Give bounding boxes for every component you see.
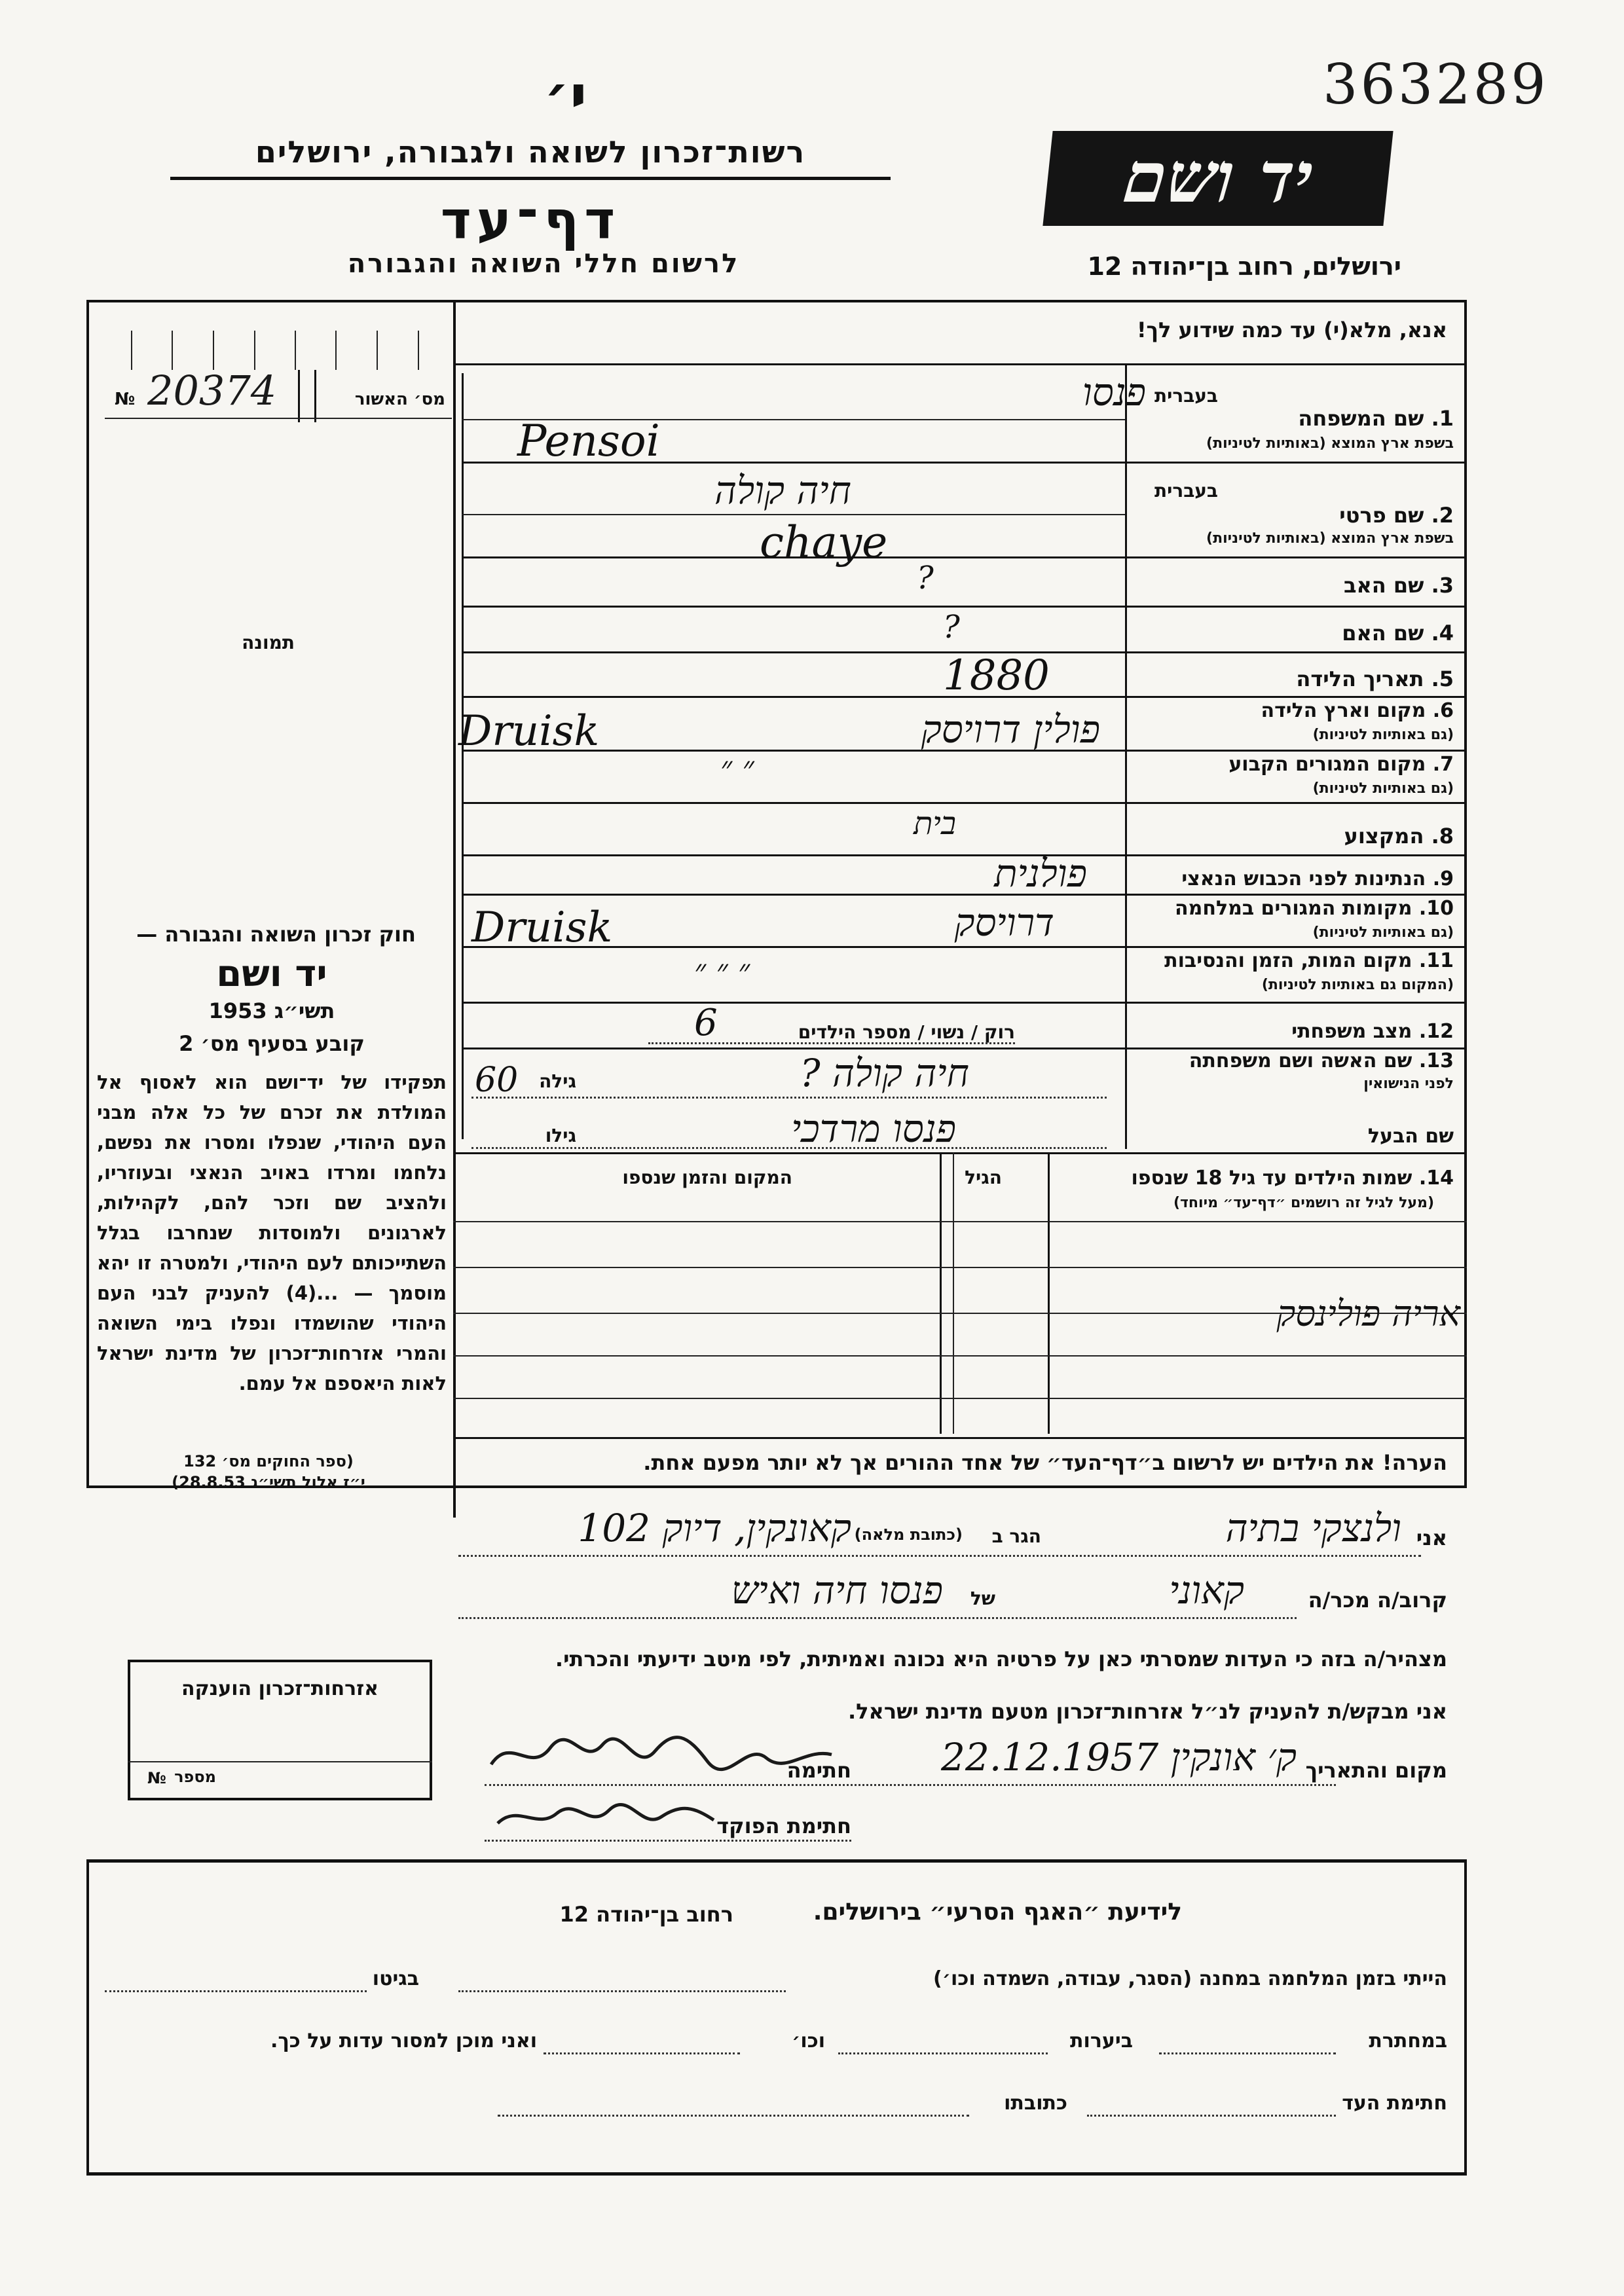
decl-i-label: אני [1416, 1525, 1447, 1550]
decl-line-4 [485, 1840, 851, 1842]
decl-address-hint: (כתובת מלאה) [854, 1525, 963, 1544]
f1-hebrew-value: פנסו [1082, 370, 1146, 414]
f2-latin-tag: בשפת ארץ המוצא (באותיות לטיניות) [1206, 530, 1454, 547]
footer-address: רחוב בן־יהודה 12 [559, 1902, 733, 1927]
f14-col-1 [1048, 1152, 1050, 1434]
approval-no-label: № [115, 390, 136, 409]
tick-2 [172, 331, 173, 370]
f14-col-2 [940, 1152, 942, 1434]
f12-dots [648, 1042, 1015, 1044]
f13-label: 13. שם האשה ושם משפחתה [1189, 1049, 1454, 1072]
husband-dots [471, 1147, 1107, 1149]
f5-label: 5. תאריך הלידה [1296, 666, 1454, 691]
decl-declare-text: מצהיר/ה בזה כי העדות שמסרתי כאן על פרטיה היא נכונה ואמיתית, לפי מיטב ידיעתי והכרתי. [555, 1647, 1447, 1671]
footer-dots-1 [458, 1990, 786, 1992]
decl-signature-label: חתימה [786, 1758, 851, 1783]
f12-options: רוק / נשוי / מספר הילדים [798, 1021, 1015, 1043]
f3-label: 3. שם האב [1343, 573, 1454, 598]
f4-label: 4. שם האם [1342, 621, 1454, 646]
f1-label: 1. שם המשפחה [1298, 406, 1454, 431]
decl-place-date-label: מקום והתאריך [1305, 1758, 1447, 1783]
citizenship-no-label: № [147, 1769, 166, 1787]
form-subtitle: לרשום חללי השואה והגבורה [347, 249, 740, 279]
footer-title: לידיעת ״האגף הסרעי״ בירושלים. [813, 1899, 1182, 1925]
f1-hebrew-tag: בעברית [1154, 385, 1218, 407]
husband-label: שם הבעל [1367, 1125, 1454, 1148]
tick-5 [295, 331, 296, 370]
f7-value: ״ ״ [720, 750, 754, 786]
intro-text: אנא, מלא(י) עד כמה שידוע לך! [1136, 318, 1447, 342]
citizenship-line [128, 1761, 432, 1762]
footer-line2-d: ואני מוכן למסור עדות על כך. [270, 2030, 537, 2052]
footer-right-border [1464, 1859, 1467, 2174]
left-column-border [453, 300, 456, 1518]
f14-divider [453, 1437, 1467, 1439]
decl-line-1 [458, 1555, 1421, 1557]
f7-sub: (גם באותיות לטיניות) [1312, 780, 1454, 797]
note-text: הערה! את הילדים יש לרשום ב״דף־העד״ של אחד ההורים אך לא יותר מפעם אחת. [643, 1450, 1447, 1475]
logo-text: יד ושם [1119, 136, 1317, 218]
f10-hebrew-value: דרויסק [954, 900, 1054, 945]
f14-row-5 [453, 1398, 1467, 1399]
law-ref-2: י״ז אלול תשי״ג 28.8.53) [172, 1473, 365, 1491]
husband-age-label: גילו [545, 1125, 576, 1146]
f5-divider [462, 696, 1467, 698]
intro-divider [455, 363, 1467, 365]
decl-name-value: ולנצקי בתיה [1225, 1506, 1401, 1550]
footer-dots-3 [1159, 2052, 1336, 2054]
f11-sub: (המקום גם באותיות לטיניות) [1261, 977, 1454, 993]
decl-of-label: של [970, 1588, 995, 1609]
f1-latin-tag: בשפת ארץ המוצא (באותיות לטיניות) [1206, 435, 1454, 452]
f1-divider-a [462, 419, 1125, 420]
decl-request-text: אני מבקש/ת להעניק לנ״ל אזרחות־זכרון מטעם מדינת ישראל. [848, 1699, 1447, 1724]
footer-line2-b: ביערות [1070, 2030, 1133, 2052]
f10-label: 10. מקומות המגורים במלחמה [1175, 897, 1454, 920]
f2-latin-value: chaye [760, 517, 888, 568]
authority-title: רשות־זכרון לשואה ולגבורה, ירושלים [255, 134, 806, 170]
tick-4 [254, 331, 255, 370]
decl-officer-signature [491, 1797, 720, 1836]
decl-of-value: פנסו חיה ואיש [731, 1568, 943, 1613]
footer-line2-a: במחתרת [1369, 2030, 1447, 2052]
law-body: תפקידו של יד־ושם הוא לאסוף אל המולדת את זכרם של כל אלה מבני העם היהודי, שנפלו ומסרו את נפשם, נלחמו ומרדו באויב הנאצי ובעוזריו, ולהציב שם וזכר להם, לקהילות, לארגונים ולמוסדות שנחרבו בגלל השתייכותם לעם היהודי, ולמטרה זו יהא מוסמך — ...(4) להעניק לבני העם היהודי שהושמדו ונפלו בימי השואה והמרי אזרחות־זכרון של מדינת ישראל לאות היאספם אל עמם. [97, 1071, 447, 1394]
form-title: דף־עד [440, 190, 621, 251]
f2-label: 2. שם פרטי [1339, 503, 1454, 528]
decl-line-2 [458, 1617, 1297, 1619]
footer-line1-a: הייתי בזמן המלחמה במחנה (הסגר, עבודה, השמדה וכו׳) [933, 1967, 1447, 1990]
law-year: תשי״ג 1953 [208, 998, 335, 1023]
value-column-border [462, 373, 464, 1139]
f2-hebrew-tag: בעברית [1154, 480, 1218, 501]
decl-line-3 [485, 1784, 1336, 1786]
law-title-2: יד ושם [216, 953, 327, 995]
law-ref-1: (ספר החוקים מס׳ 132 [183, 1452, 354, 1470]
footer-dots-5 [544, 2052, 740, 2054]
f9-label: 9. הנתינות לפני הכבוש הנאצי [1181, 867, 1454, 890]
law-title-1: חוק זכרון השואה והגבורה — [136, 922, 416, 947]
decl-relation-label: קרוב/ה מכר/ה [1308, 1588, 1447, 1613]
f2-divider-a [462, 514, 1125, 515]
citizenship-number-label: מספר [174, 1768, 216, 1786]
f4-value: ? [943, 609, 960, 646]
footer-left-border [86, 1859, 89, 2174]
f11-label: 11. מקום המות, הזמן והנסיבות [1164, 949, 1454, 972]
f12-label: 12. מצב משפחתי [1291, 1020, 1454, 1043]
footer-dots-7 [498, 2115, 969, 2117]
f13-sub: לפני הנישואין [1363, 1076, 1454, 1092]
top-mark: י׳ [544, 62, 587, 131]
header-address: ירושלים, רחוב בן־יהודה 12 [1087, 252, 1401, 281]
authority-underline [170, 177, 891, 180]
f14-sub: (מעל לגיל זה רושמים ״דף־עד״ מיוחד) [1173, 1195, 1434, 1211]
husband-value: פנסו מרדכי [791, 1106, 956, 1151]
tick-7 [377, 331, 378, 370]
archive-number: 363289 [1323, 52, 1549, 117]
f13-age-value: 60 [475, 1061, 519, 1100]
tick-8 [418, 331, 419, 370]
yad-vashem-logo [1043, 131, 1393, 226]
footer-line3-b: כתובתו [1004, 2092, 1067, 2115]
decl-signature-mark [485, 1728, 838, 1781]
label-column-border [1125, 363, 1127, 1149]
f14-row-4 [453, 1355, 1467, 1357]
tick-6 [335, 331, 337, 370]
f3-value: ? [917, 560, 934, 596]
f10-sub: (גם באותיות לטיניות) [1312, 924, 1454, 941]
f6-latin-value: Druisk [458, 707, 600, 756]
footer-dots-4 [838, 2052, 1048, 2054]
f14-row-1 [453, 1221, 1467, 1222]
decl-officer-label: חתימת הפוקד [716, 1813, 851, 1838]
footer-dots-6 [1087, 2115, 1336, 2117]
approval-number: 20374 [147, 367, 277, 414]
f14-child-value: אריה פולינסק [1276, 1293, 1460, 1334]
f2-hebrew-value: חיה קולה [714, 468, 851, 513]
f6-sub: (גם באותיות לטיניות) [1312, 727, 1454, 743]
f1-latin-value: Pensoi [517, 416, 660, 466]
f6-label: 6. מקום וארץ הלידה [1261, 699, 1454, 722]
f5-value: 1880 [943, 651, 1050, 700]
law-clause: קובע בסעיף מס׳ 2 [179, 1031, 365, 1056]
f14-col-3 [953, 1152, 954, 1434]
f10-divider [462, 946, 1467, 948]
f7-divider [462, 802, 1467, 804]
tick-3 [213, 331, 214, 370]
footer-bottom-border [86, 2172, 1467, 2176]
f14-place-col: המקום והזמן שנספו [622, 1167, 792, 1188]
footer-line3-a: חתימת העד [1342, 2092, 1447, 2115]
decl-place-date-value: ק׳ אונקין 22.12.1957 [941, 1735, 1297, 1779]
decl-relation-value: קאוני [1169, 1568, 1244, 1613]
f14-age-col: הגיל [965, 1167, 1002, 1188]
f12-value: 6 [694, 1002, 718, 1044]
f8-divider [462, 854, 1467, 856]
f9-value: פולנית [994, 851, 1087, 896]
f6-divider [462, 750, 1467, 752]
f11-value: ״ ״ ״ [694, 953, 750, 989]
f9-divider [462, 894, 1467, 896]
f14-row-2 [453, 1267, 1467, 1268]
approval-label: מס׳ האשור [354, 390, 445, 409]
f13-value: חיה קולה ? [800, 1051, 969, 1095]
f11-divider [462, 1002, 1467, 1004]
f6-hebrew-value: פולין דרויסק [921, 707, 1100, 752]
decl-address-value: קאונקין, דיוק 102 [578, 1506, 851, 1550]
f1-divider [462, 462, 1467, 464]
f13-divider [453, 1152, 1467, 1154]
f8-value: בית [913, 805, 956, 842]
tick-1 [131, 331, 132, 370]
f13-dots [471, 1097, 1107, 1099]
f14-label: 14. שמות הילדים עד גיל 18 שנספו [1131, 1167, 1454, 1190]
f8-label: 8. המקצוע [1344, 824, 1454, 848]
approval-sep-2 [314, 370, 316, 422]
footer-dots-2 [105, 1990, 367, 1992]
footer-line1-b: בגיטו [372, 1967, 419, 1990]
f7-label: 7. מקום המגורים הקבוע [1228, 753, 1454, 776]
f3-divider [462, 606, 1467, 608]
citizenship-title: אזרחות־זכרון הוענקה [181, 1677, 379, 1700]
f2-divider [462, 556, 1467, 558]
approval-underline [105, 418, 452, 419]
decl-address-prefix: הגר ב [991, 1525, 1041, 1547]
approval-sep-1 [298, 370, 300, 422]
footer-top-border [86, 1859, 1467, 1863]
f13-age-label: גילה [539, 1070, 576, 1092]
footer-line2-c: וכו׳ [792, 2030, 825, 2052]
photo-label: תמונה [242, 632, 295, 653]
f10-latin-value: Druisk [471, 903, 613, 952]
